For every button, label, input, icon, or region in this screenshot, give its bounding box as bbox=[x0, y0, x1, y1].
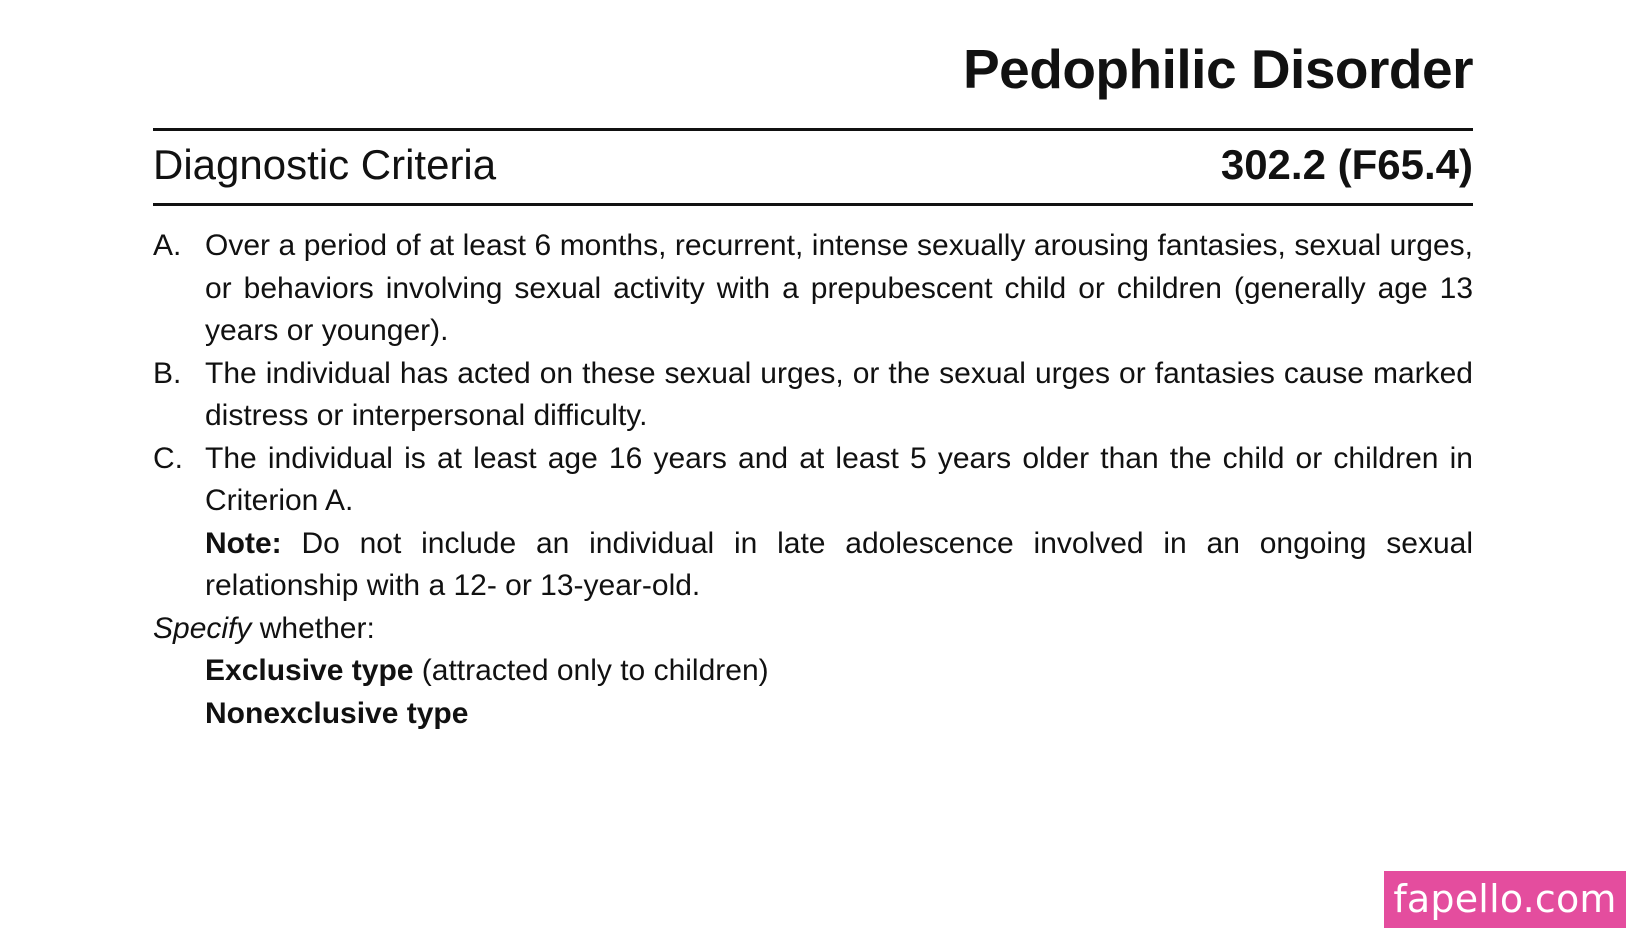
note-text: Do not include an individual in late adolescence involved in an ongoing sexual relationship with a 12- or 13-year-old. bbox=[205, 526, 1473, 602]
specify-keyword: Specify bbox=[153, 611, 252, 645]
criterion-text: The individual is at least age 16 years and at least 5 years older than the child or children in Criterion A. bbox=[205, 441, 1473, 517]
criterion-a bbox=[153, 225, 1473, 353]
criterion-c bbox=[153, 438, 1473, 523]
subtype-exclusive bbox=[153, 650, 1473, 693]
criterion-letter: A. bbox=[153, 229, 182, 262]
criteria-list bbox=[153, 225, 1473, 735]
diagnostic-code: 302.2 (F65.4) bbox=[1220, 141, 1473, 188]
criterion-text: The individual has acted on these sexual urges, or the sexual urges or fantasies cause marked distress or interpersonal difficulty. bbox=[205, 356, 1473, 432]
subtype-nonexclusive bbox=[153, 693, 1473, 736]
criterion-letter: B. bbox=[153, 356, 182, 390]
watermark-badge: fapello.com bbox=[1384, 871, 1626, 928]
specify-text: whether: bbox=[259, 611, 375, 645]
criteria-header bbox=[153, 140, 1473, 192]
criterion-text: Over a period of at least 6 months, recurrent, intense sexually arousing fantasies, sexual urges, or behaviors involving sexual activity with a prepubescent child or children (generally age 13 years or younger). bbox=[205, 229, 1473, 347]
header-rule-top bbox=[153, 128, 1473, 131]
criterion-note bbox=[153, 523, 1473, 608]
header-rule-bottom bbox=[153, 203, 1473, 206]
criteria-label: Diagnostic Criteria bbox=[153, 141, 497, 188]
criterion-b bbox=[153, 353, 1473, 438]
page-title: Pedophilic Disorder bbox=[962, 38, 1473, 100]
subtype-description: (attracted only to children) bbox=[421, 654, 769, 687]
specify-line bbox=[153, 608, 1473, 651]
subtype-name: Exclusive type bbox=[205, 654, 414, 687]
subtype-name: Nonexclusive type bbox=[205, 696, 469, 730]
criterion-letter: C. bbox=[153, 441, 183, 475]
note-label: Note: bbox=[205, 526, 282, 560]
